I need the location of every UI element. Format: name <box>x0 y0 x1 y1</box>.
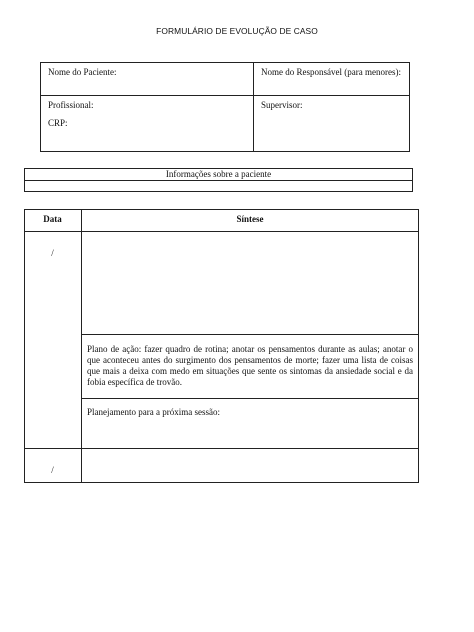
evolution-table-header-divider <box>24 231 419 232</box>
evolution-table-row-divider <box>24 448 419 449</box>
professional-label: Profissional: <box>48 100 94 110</box>
table-row-date: / <box>51 248 54 258</box>
date-column-header: Data <box>43 214 62 224</box>
header-table-vertical-divider <box>253 62 254 152</box>
evolution-table-synthesis-divider <box>81 334 419 335</box>
evolution-table-column-divider <box>81 209 82 483</box>
action-plan-text: Plano de ação: fazer quadro de rotina; anotar os pensamentos durante as aulas; anotar o que aconteceu antes do surgimento dos pensamentos de morte; fazer uma lista de coisas que mais a deixa com medo em situações que sente os sintomas da ansiedade social e da fobia específica de trovão. <box>87 344 413 387</box>
patient-info-header: Informações sobre a paciente <box>165 169 272 179</box>
document-title: FORMULÁRIO DE EVOLUÇÃO DE CASO <box>156 26 318 36</box>
crp-label: CRP: <box>48 118 68 128</box>
evolution-table-plan-divider <box>81 398 419 399</box>
next-session-planning-label: Planejamento para a próxima sessão: <box>87 407 220 417</box>
synthesis-column-header: Síntese <box>236 214 264 224</box>
patient-info-divider <box>24 180 413 181</box>
supervisor-label: Supervisor: <box>261 100 303 110</box>
guardian-name-label: Nome do Responsável (para menores): <box>261 67 401 77</box>
patient-name-label: Nome do Paciente: <box>48 67 117 77</box>
table-row-date: / <box>51 465 54 475</box>
header-table-horizontal-divider <box>40 95 410 96</box>
